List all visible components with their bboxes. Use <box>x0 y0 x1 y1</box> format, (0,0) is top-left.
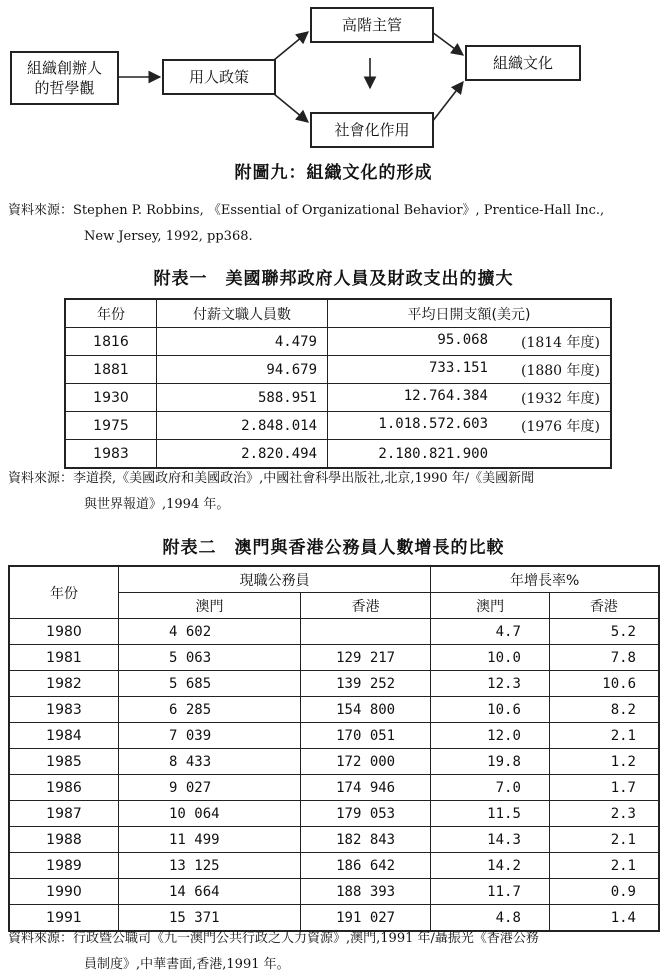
table2-row <box>9 827 659 853</box>
table1-cell-spend-value: 733.151 <box>428 359 488 376</box>
table2-cell-hk-rate: 1.4 <box>549 905 659 932</box>
table2-row <box>9 749 659 775</box>
table2-row <box>9 853 659 879</box>
table1-cell-staff: 2.820.494 <box>157 440 328 469</box>
arrow-socialization-to-culture <box>432 82 463 122</box>
table2-cell-year: 1985 <box>9 749 119 775</box>
table2-cell-hk-rate: 5.2 <box>549 619 659 645</box>
table2-row <box>9 697 659 723</box>
box-socialization: 社會化作用 <box>310 112 434 148</box>
table2-cell-year: 1982 <box>9 671 119 697</box>
table2-cell-hk-rate: 7.8 <box>549 645 659 671</box>
table2-cell-hk-staff: 154 800 <box>300 697 430 723</box>
table2-cell-hk-rate: 10.6 <box>549 671 659 697</box>
table1-row <box>65 328 611 356</box>
table1-cell-year: 1816 <box>65 328 157 356</box>
table2-cell-hk-staff: 179 053 <box>300 801 430 827</box>
table2-cell-year: 1981 <box>9 645 119 671</box>
box-organization-culture: 組織文化 <box>465 45 581 81</box>
table2-cell-year: 1989 <box>9 853 119 879</box>
table1-cell-spend <box>328 440 612 469</box>
figure-source-line2: New Jersey, 1992, pp368. <box>84 229 253 244</box>
table2-row <box>9 801 659 827</box>
table2-cell-macau-staff: 14 664 <box>119 879 301 905</box>
table2-cell-hk-staff <box>300 619 430 645</box>
table1-cell-spend-note: (1932 年度) <box>520 390 600 407</box>
table1-title: 附表一 美國聯邦政府人員及財政支出的擴大 <box>153 269 514 289</box>
table2-source-label: 資料來源： <box>8 931 74 946</box>
figure-caption: 附圖九：組織文化的形成 <box>234 163 433 183</box>
table2-cell-hk-staff: 174 946 <box>300 775 430 801</box>
table2-header-staff: 現職公務員 <box>119 566 431 593</box>
table2-cell-macau-rate: 4.7 <box>431 619 550 645</box>
table1-cell-spend <box>328 412 612 440</box>
table2-cell-macau-rate: 11.5 <box>431 801 550 827</box>
table1-cell-staff: 2.848.014 <box>157 412 328 440</box>
box-top-management: 高階主管 <box>310 7 434 43</box>
table2 <box>8 565 660 932</box>
table2-cell-macau-staff: 9 027 <box>119 775 301 801</box>
table1 <box>64 298 612 469</box>
table1-cell-spend <box>328 356 612 384</box>
table2-cell-hk-staff: 186 642 <box>300 853 430 879</box>
table2-cell-macau-rate: 14.3 <box>431 827 550 853</box>
table1-cell-spend-note: (1814 年度) <box>520 334 600 351</box>
table1-cell-spend-note: (1976 年度) <box>520 418 600 435</box>
table2-cell-year: 1983 <box>9 697 119 723</box>
table2-sub-hk-staff: 香港 <box>300 593 430 619</box>
table1-header-row <box>65 299 611 328</box>
table1-cell-spend-note: (1880 年度) <box>520 362 600 379</box>
figure-source-label: 資料來源： <box>8 203 74 218</box>
table2-cell-hk-rate: 2.3 <box>549 801 659 827</box>
table2-cell-macau-rate: 14.2 <box>431 853 550 879</box>
table2-header-row1 <box>9 566 659 593</box>
table2-cell-macau-staff: 5 685 <box>119 671 301 697</box>
table2-cell-hk-staff: 170 051 <box>300 723 430 749</box>
table2-cell-hk-staff: 182 843 <box>300 827 430 853</box>
arrow-selection-to-topmgmt <box>274 32 308 60</box>
table2-cell-macau-staff: 8 433 <box>119 749 301 775</box>
table1-cell-spend-value: 95.068 <box>437 331 488 348</box>
table2-cell-macau-staff: 13 125 <box>119 853 301 879</box>
table2-cell-macau-rate: 10.6 <box>431 697 550 723</box>
table1-source-line2: 與世界報道》,1994 年。 <box>84 497 230 512</box>
table2-cell-macau-staff: 11 499 <box>119 827 301 853</box>
table2-cell-hk-staff: 191 027 <box>300 905 430 932</box>
table2-source <box>8 926 660 978</box>
table1-header-staff: 付薪文職人員數 <box>157 299 328 328</box>
figure-source <box>8 198 660 250</box>
table2-row <box>9 671 659 697</box>
table1-header-spend: 平均日開支額(美元) <box>328 299 612 328</box>
table2-source-line2: 員制度》,中華書面,香港,1991 年。 <box>84 957 290 972</box>
table2-cell-year: 1988 <box>9 827 119 853</box>
table1-cell-year: 1930 <box>65 384 157 412</box>
table2-header-year: 年份 <box>9 566 119 619</box>
table1-cell-spend <box>328 384 612 412</box>
table2-cell-hk-staff: 188 393 <box>300 879 430 905</box>
table2-cell-hk-staff: 172 000 <box>300 749 430 775</box>
table2-cell-hk-staff: 139 252 <box>300 671 430 697</box>
table1-source-line1: 李道揆,《美國政府和美國政治》,中國社會科學出版社,北京,1990 年/《美國新聞 <box>73 471 535 486</box>
arrow-selection-to-socialization <box>274 94 308 122</box>
table2-cell-macau-staff: 15 371 <box>119 905 301 932</box>
table1-cell-spend-value: 2.180.821.900 <box>378 445 488 462</box>
table1-header-year: 年份 <box>65 299 157 328</box>
table2-cell-year: 1990 <box>9 879 119 905</box>
box-selection-criteria: 用人政策 <box>162 59 276 95</box>
table2-cell-macau-staff: 4 602 <box>119 619 301 645</box>
table1-cell-spend-value: 1.018.572.603 <box>378 415 488 432</box>
table2-cell-macau-rate: 19.8 <box>431 749 550 775</box>
table2-sub-macau-rate: 澳門 <box>431 593 550 619</box>
table2-sub-hk-rate: 香港 <box>549 593 659 619</box>
table1-row <box>65 384 611 412</box>
table2-header-growth: 年增長率% <box>431 566 659 593</box>
box-founder-philosophy: 組織創辦人 的哲學觀 <box>10 51 119 105</box>
table1-row <box>65 440 611 469</box>
table2-cell-macau-rate: 4.8 <box>431 905 550 932</box>
table2-cell-macau-staff: 10 064 <box>119 801 301 827</box>
table1-row <box>65 356 611 384</box>
table2-cell-hk-rate: 2.1 <box>549 723 659 749</box>
table2-cell-macau-staff: 6 285 <box>119 697 301 723</box>
table1-cell-spend <box>328 328 612 356</box>
table1-cell-year: 1983 <box>65 440 157 469</box>
table2-cell-hk-staff: 129 217 <box>300 645 430 671</box>
table2-sub-macau-staff: 澳門 <box>119 593 301 619</box>
table1-row <box>65 412 611 440</box>
arrow-topmgmt-to-culture <box>432 32 463 55</box>
table1-source <box>8 466 660 518</box>
figure-source-line1: Stephen P. Robbins, 《Essential of Organizational Behavior》, Prentice-Hall Inc., <box>73 203 605 218</box>
table1-source-label: 資料來源： <box>8 471 74 486</box>
table1-cell-staff: 4.479 <box>157 328 328 356</box>
table2-cell-year: 1991 <box>9 905 119 932</box>
table2-cell-hk-rate: 2.1 <box>549 827 659 853</box>
table2-row <box>9 619 659 645</box>
table2-title: 附表二 澳門與香港公務員人數增長的比較 <box>162 538 505 558</box>
table2-cell-year: 1987 <box>9 801 119 827</box>
table2-cell-hk-rate: 8.2 <box>549 697 659 723</box>
table2-cell-macau-staff: 7 039 <box>119 723 301 749</box>
table1-cell-spend-value: 12.764.384 <box>403 387 488 404</box>
table1-cell-staff: 588.951 <box>157 384 328 412</box>
table1-cell-staff: 94.679 <box>157 356 328 384</box>
table2-row <box>9 645 659 671</box>
table2-cell-hk-rate: 0.9 <box>549 879 659 905</box>
table2-row <box>9 775 659 801</box>
table2-cell-macau-rate: 11.7 <box>431 879 550 905</box>
table2-cell-year: 1984 <box>9 723 119 749</box>
table2-cell-hk-rate: 1.7 <box>549 775 659 801</box>
table2-cell-macau-staff: 5 063 <box>119 645 301 671</box>
table2-cell-year: 1986 <box>9 775 119 801</box>
table2-cell-macau-rate: 12.0 <box>431 723 550 749</box>
table2-cell-year: 1980 <box>9 619 119 645</box>
table2-row <box>9 723 659 749</box>
table2-cell-hk-rate: 1.2 <box>549 749 659 775</box>
table1-cell-year: 1881 <box>65 356 157 384</box>
table1-cell-year: 1975 <box>65 412 157 440</box>
table2-source-line1: 行政暨公職司《九一澳門公共行政之人力資源》,澳門,1991 年/聶振光《香港公務 <box>73 931 539 946</box>
table2-cell-macau-rate: 7.0 <box>431 775 550 801</box>
table2-cell-macau-rate: 12.3 <box>431 671 550 697</box>
table2-cell-macau-rate: 10.0 <box>431 645 550 671</box>
table2-cell-hk-rate: 2.1 <box>549 853 659 879</box>
table2-row <box>9 879 659 905</box>
